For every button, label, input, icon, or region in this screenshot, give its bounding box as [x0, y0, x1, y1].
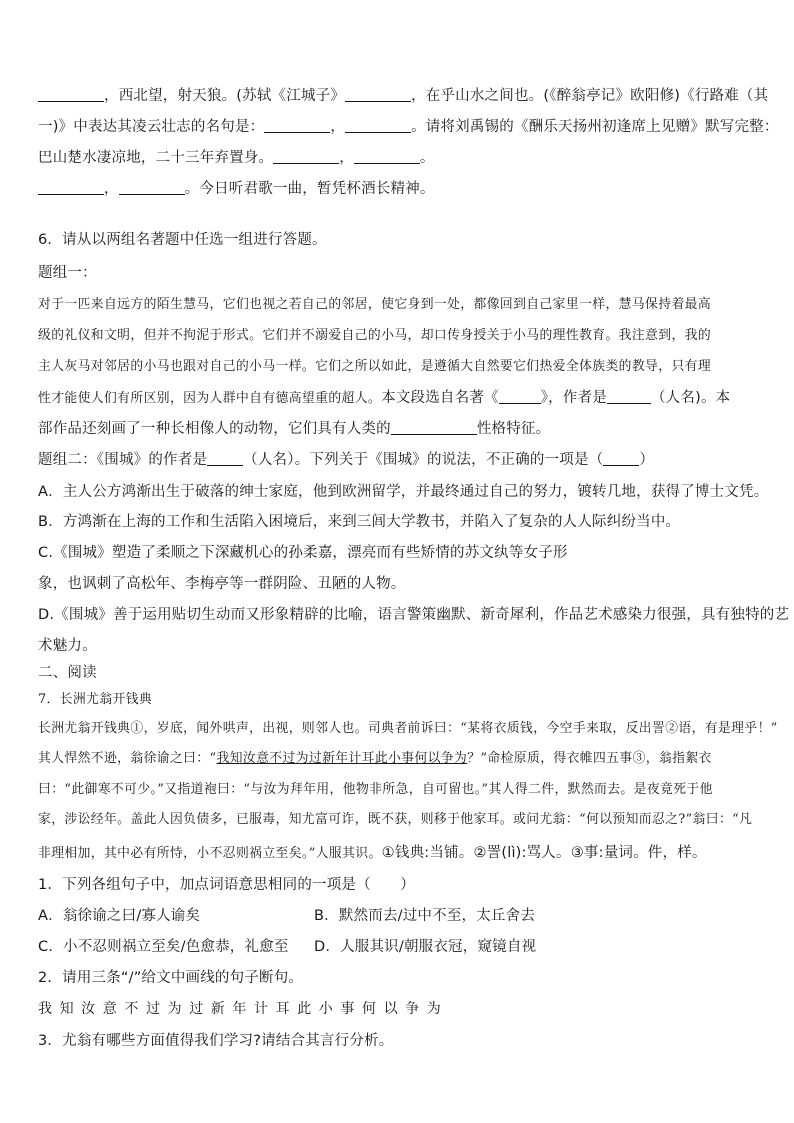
classical-text-line: 非理相加，其中必有所恃，小不忍则祸立至矣。”人服其识。①钱典:当铺。②詈(lì):骂人。③事:量词。件，样。 [38, 845, 707, 861]
answer-blank[interactable] [607, 390, 651, 404]
q7-title: 7．长洲尤翁开钱典 [38, 692, 153, 707]
poem-line-3: 巴山楚水凄凉地，二十三年弃置身。 ， 。 [38, 150, 435, 166]
answer-blank[interactable] [345, 119, 411, 133]
answer-blank[interactable] [354, 150, 420, 164]
poem-line-1: ，西北望，射天狼。(苏轼《江城子》 ，在乎山水之间也。(《醉翁亭记》欧阳修)《行路难（其 [38, 84, 768, 105]
answer-blank[interactable] [119, 181, 185, 195]
answer-blank[interactable] [603, 452, 639, 466]
answer-blank[interactable] [499, 390, 541, 404]
underlined-sentence: 我知汝意不过为过新年计耳此小事何以争为 [216, 751, 468, 766]
answer-blank[interactable] [38, 181, 104, 195]
sub-question-3: 3．尤翁有哪些方面值得我们学习?请结合其言行分析。 [38, 1033, 394, 1049]
option-c: C.《围城》塑造了柔顺之下深藏机心的孙柔嘉，漂亮而有些矫情的苏文纨等女子形 [38, 545, 568, 561]
sentence-to-punctuate: 我知汝意不过为过新年计耳此小事何以争为 [38, 1001, 449, 1017]
answer-blank[interactable] [391, 421, 477, 435]
choice-b[interactable]: B．默然而去/过中不至，太丘舍去 [314, 908, 536, 924]
answer-blank[interactable] [264, 119, 330, 133]
sub-question-2: 2．请用三条“/”给文中画线的句子断句。 [38, 970, 304, 986]
answer-blank[interactable] [207, 452, 243, 466]
option-d: D.《围城》善于运用贴切生动而又形象精辟的比喻，语言警策幽默、新奇犀利，作品艺术感染力很强，具有独特的艺 [38, 607, 790, 623]
answer-blank[interactable] [273, 150, 339, 164]
classical-text-line: 长洲尤翁开钱典①，岁底，闻外哄声，出视，则邻人也。司典者前诉曰：“某将衣质钱，今空手来取，反出詈②语，有是理乎！” [38, 721, 778, 736]
choice-d[interactable]: D．人服其识/朝服衣冠，窥镜自视 [314, 939, 537, 955]
classical-text-line: 曰：“此御寒不可少。”又指道袍曰：“与汝为拜年用，他物非所急，自可留也。”其人得二件，默然而去。是夜竟死于他 [38, 782, 713, 797]
classical-text-line: 家，涉讼经年。盖此人因负债多，已服毒，知尤富可诈，既不获，则移于他家耳。或问尤翁：“何以预知而忍之?”翁曰：“凡 [38, 812, 753, 827]
group2-line: 题组二：《围城》的作者是 （人名）。下列关于《围城》的说法，不正确的一项是（ ） [38, 452, 655, 468]
passage-line-with-blank: 部作品还刻画了一种长相像人的动物，它们具有人类的 性格特征。 [38, 421, 551, 437]
option-b: B．方鸿渐在上海的工作和生活陷入困境后，来到三闾大学教书，并陷入了复杂的人人际纠纷当中。 [38, 514, 681, 530]
poem-line-4: ， 。今日听君歌一曲，暂凭杯酒长精神。 [38, 177, 435, 198]
group1-label: 题组一： [38, 265, 97, 281]
passage-line: 对于一匹来自远方的陌生慧马，它们也视之若自己的邻居，使它身到一处，都像回到自己家里一样，慧马保持着最高 [38, 297, 712, 312]
option-c-cont: 象，也讽刺了高松年、李梅亭等一群阴险、丑陋的人物。 [38, 576, 406, 592]
q6-heading: 6．请从以两组名著题中任选一组进行答题。 [38, 232, 327, 248]
choice-a[interactable]: A．翁徐谕之曰/寡人谕矣 [38, 908, 201, 924]
section-heading: 二、阅读 [38, 665, 97, 681]
annotations: ①钱典:当铺。②詈(lì):骂人。③事:量词。件，样。 [381, 845, 707, 861]
sub-question-1: 1．下列各组句子中，加点词语意思相同的一项是（ ） [38, 877, 415, 893]
answer-blank[interactable] [345, 88, 411, 102]
option-a: A．主人公方鸿渐出生于破落的绅士家庭，他到欧洲留学，并最终通过自己的努力，镀转几地，获得了博士文凭。 [38, 484, 769, 500]
passage-line-with-blanks: 性才能使人们有所区别，因为人群中自有德高望重的超人。本文段选自名著《 》，作者是 （人名)。本 [38, 390, 731, 406]
answer-blank[interactable] [38, 88, 104, 102]
passage-line: 级的礼仪和文明，但并不拘泥于形式。它们并不溺爱自己的小马，却口传身授关于小马的理性教育。我注意到，我的 [38, 328, 712, 343]
classical-text-line: 其人悍然不逊，翁徐谕之曰：“我知汝意不过为过新年计耳此小事何以争为？”命检原质，得衣帷四五事③，翁指絮衣 [38, 751, 712, 766]
choice-c[interactable]: C．小不忍则祸立至矣/色愈恭，礼愈至 [38, 939, 289, 955]
option-d-cont: 术魅力。 [38, 638, 97, 654]
passage-line: 主人灰马对邻居的小马也跟对自己的小马一样。它们之所以如此，是遵循大自然要它们热爱全体族类的教导，只有理 [38, 359, 712, 374]
poem-line-2: 一)》中表达其凌云壮志的名句是： ， 。请将刘禹锡的《酬乐天扬州初逢席上见赠》默写完整： [38, 119, 779, 135]
